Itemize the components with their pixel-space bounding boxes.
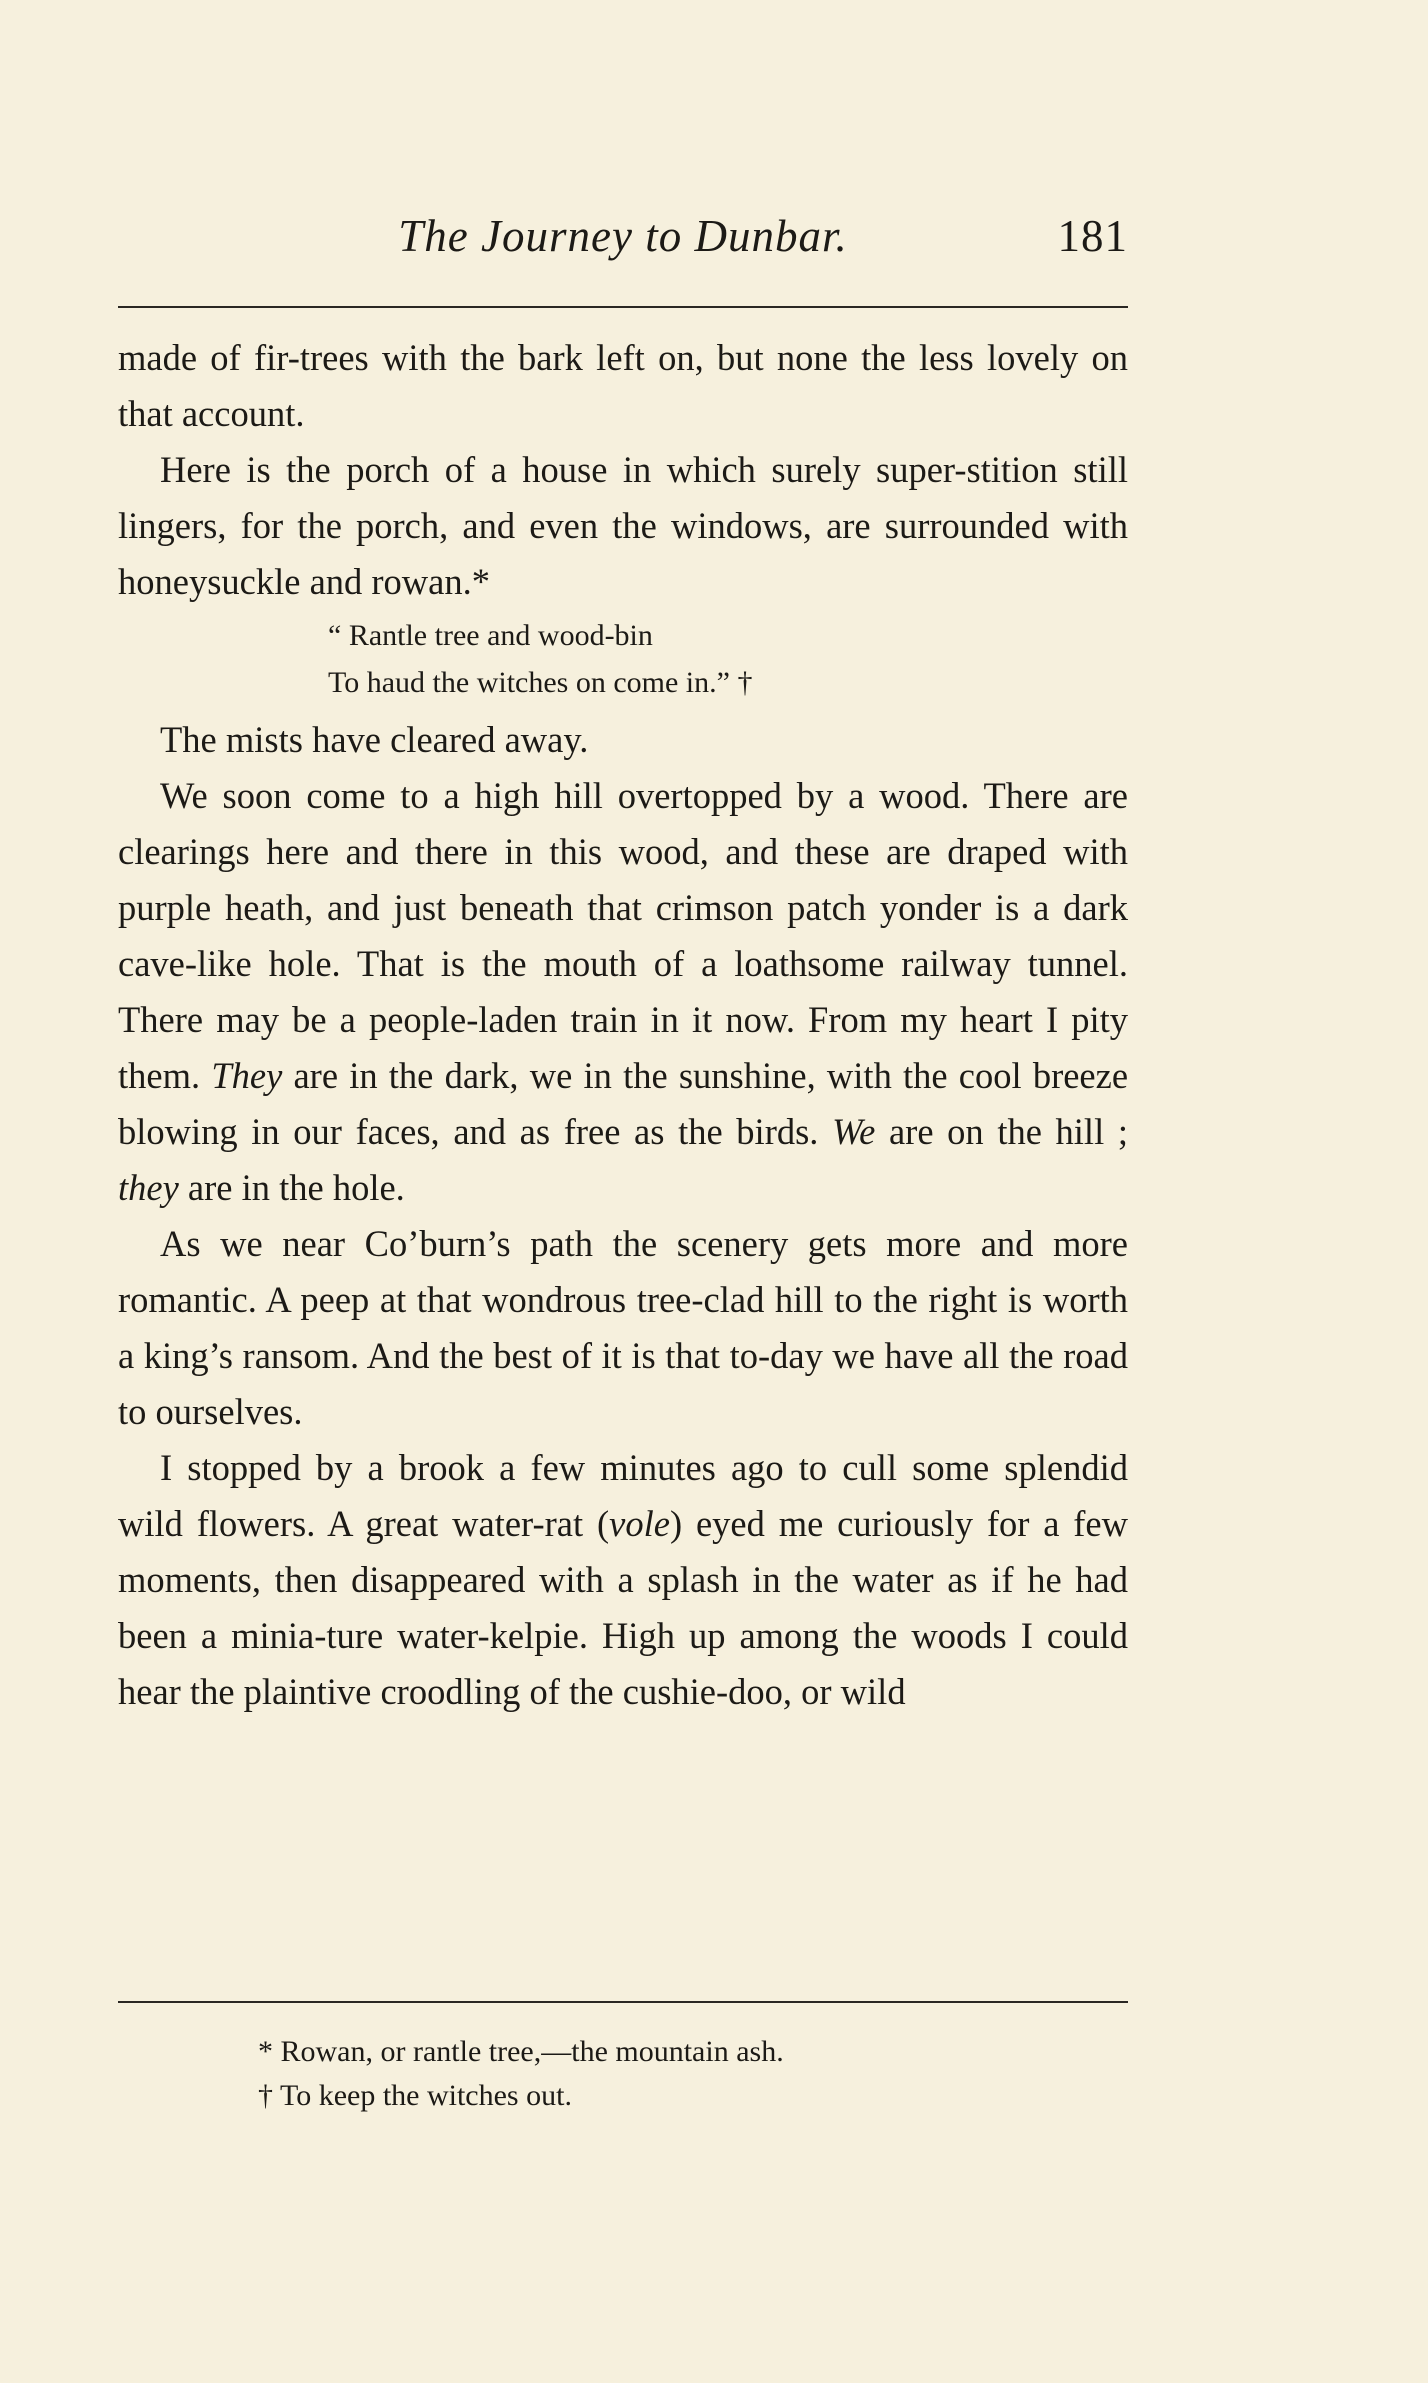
- running-title: The Journey to Dunbar.: [398, 211, 848, 261]
- text-run: are on the hill ;: [888, 1111, 1128, 1152]
- body-text: [118, 330, 1128, 1720]
- paragraph: Here is the porch of a house in which surely super-stition still lingers, for the porch, and even the windows, are surrounded with honeysuckle and rowan.*: [118, 449, 1128, 602]
- footnote: † To keep the witches out.: [258, 2079, 572, 2112]
- verse-line: “ Rantle tree and wood-bin: [328, 619, 653, 652]
- italic-word: they: [118, 1167, 179, 1208]
- footnotes: [258, 2030, 784, 2118]
- text-run: We soon come to a high hill overtopped by a wood. There are clearings here and there in this wood, and these are draped with purple heath, and just beneath that crimson patch yonder is a dark cave-like hole. That is the mouth of a loathsome railway tunnel. There may be a people-laden train in it now. From my heart I pity them.: [118, 775, 1128, 1096]
- paragraph: [118, 1440, 1128, 1720]
- text-run: I stopped by a brook a few minutes ago to cull some splendid wild flowers. A great water-rat (: [118, 1447, 1128, 1544]
- header-rule: [118, 306, 1128, 308]
- italic-word: They: [211, 1055, 283, 1096]
- text-run: are in the hole.: [187, 1167, 405, 1208]
- paragraph: made of fir-trees with the bark left on, but none the less lovely on that account.: [118, 337, 1128, 434]
- text-run: ) eyed me curiously for a few moments, then disappeared with a splash in the water as if he had been a minia-ture water-kelpie. High up among the woods I could hear the plaintive croodling of the cushie-doo, or wild: [118, 1503, 1128, 1712]
- paragraph: The mists have cleared away.: [160, 719, 589, 760]
- footnote: * Rowan, or rantle tree,—the mountain ash.: [258, 2035, 784, 2068]
- paragraph: As we near Co’burn’s path the scenery gets more and more romantic. A peep at that wondrous tree-clad hill to the right is worth a king’s ransom. And the best of it is that to-day we have all the road to ourselves.: [118, 1223, 1128, 1432]
- text-run: are in the dark, we in the sunshine, with the cool breeze blowing in our faces, and as free as the birds.: [118, 1055, 1129, 1152]
- paragraph: [118, 768, 1128, 1216]
- italic-word: We: [832, 1111, 876, 1152]
- italic-word: vole: [609, 1503, 670, 1544]
- verse-quote: [118, 612, 1128, 706]
- page-number: 181: [1057, 211, 1128, 261]
- running-head: [118, 210, 1128, 280]
- verse-line: To haud the witches on come in.” †: [328, 666, 753, 699]
- footnote-rule: [118, 2001, 1128, 2003]
